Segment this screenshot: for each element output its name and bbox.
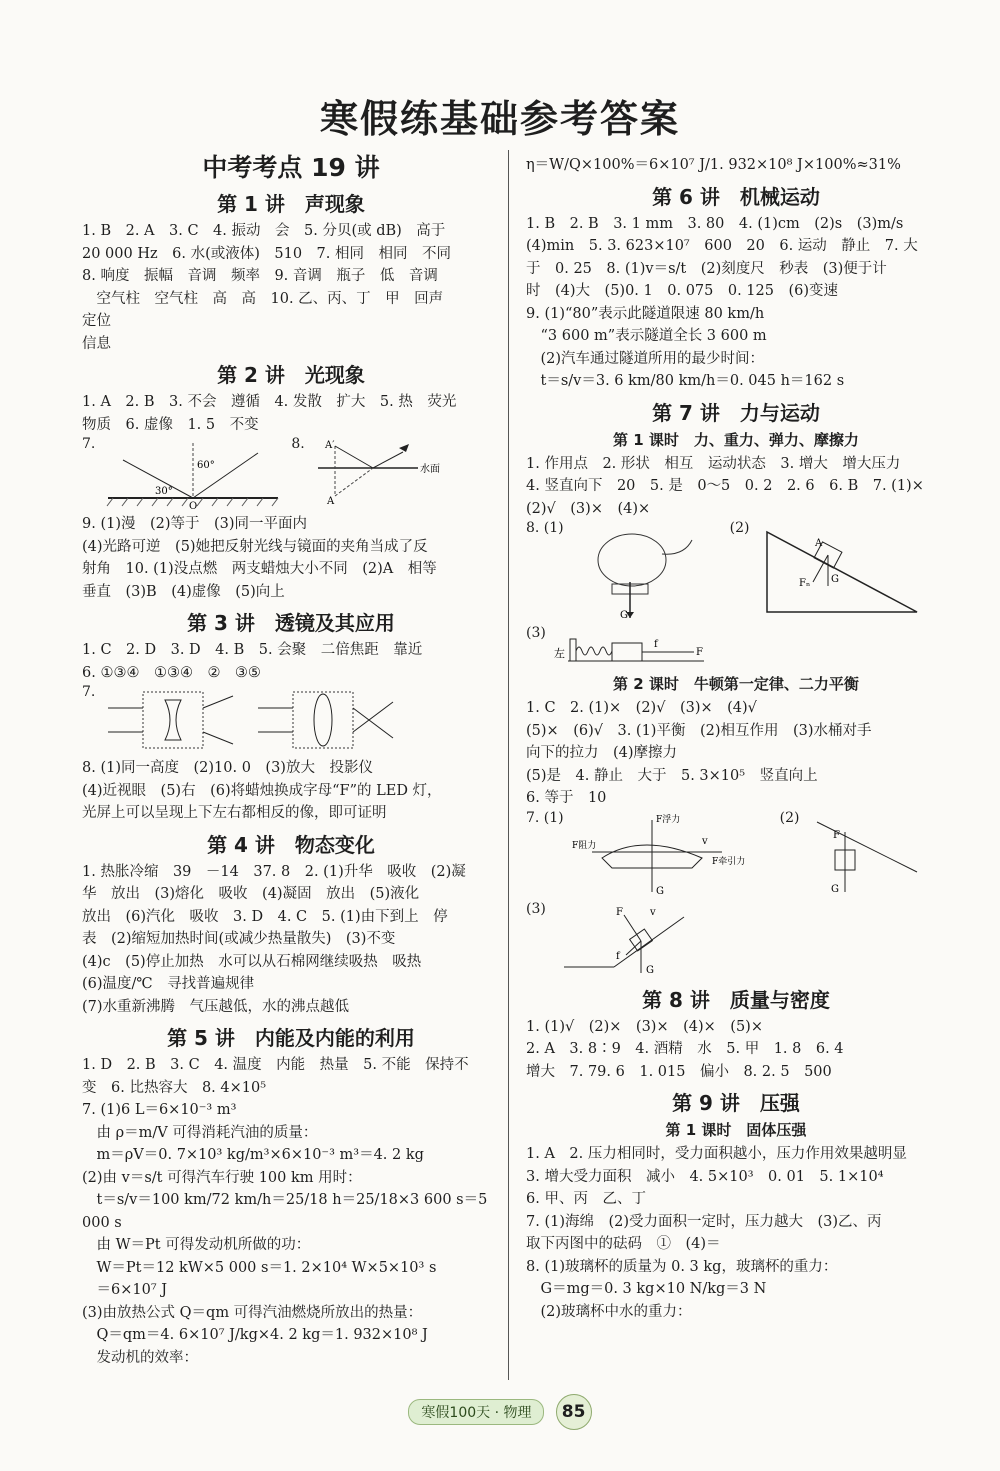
answer-line: G＝mg＝0. 3 kg×10 N/kg＝3 N xyxy=(526,1281,767,1297)
fig7-2-label: (2) xyxy=(779,809,800,826)
answer-line: t＝s/v＝3. 6 km/80 km/h＝0. 045 h＝162 s xyxy=(526,373,845,389)
lecture-7-title: 第 7 讲 力与运动 xyxy=(652,400,820,425)
answer-line: 1. 作用点 2. 形状 相互 运动状态 3. 增大 增大压力 xyxy=(526,455,901,472)
slope-force-diagram xyxy=(554,903,704,977)
answer-line: 向下的拉力 (4)摩擦力 xyxy=(526,745,678,761)
answer-line: 1. D 2. B 3. C 4. 温度 内能 热量 5. 不能 保持不 xyxy=(82,1057,469,1073)
lecture-9-title: 第 9 讲 压强 xyxy=(672,1091,800,1115)
answer-line: 放出 (6)汽化 吸收 3. D 4. C 5. (1)由下到上 停 xyxy=(82,908,448,925)
point-a-label: A xyxy=(815,538,823,549)
answer-line: 由 ρ＝m/V 可得消耗汽油的质量： xyxy=(82,1124,318,1141)
lens-figures xyxy=(82,684,500,757)
answer-line: 变 6. 比热容大 8. 4×10⁵ xyxy=(82,1079,267,1096)
answer-line: 7. (1)海绵 (2)受力面积一定时，压力越大 (3)乙、丙 xyxy=(526,1213,882,1230)
lecture-2-title: 第 2 讲 光现象 xyxy=(217,363,365,387)
force-g-label: G xyxy=(831,883,840,895)
answer-line: 发动机的效率： xyxy=(82,1349,198,1366)
answer-line: m＝ρV＝0. 7×10³ kg/m³×6×10⁻³ m³＝4. 2 kg xyxy=(82,1147,424,1163)
force-f-label: F xyxy=(615,906,623,918)
answer-line: 8. (1)玻璃杯的质量为 0. 3 kg，玻璃杯的重力： xyxy=(526,1258,838,1275)
left-column xyxy=(82,148,500,1369)
left-label: 左 xyxy=(553,647,565,660)
force-g-label: G xyxy=(655,885,664,897)
page-number: 85 xyxy=(556,1394,592,1430)
answer-line: 1. C 2. (1)× (2)√ (3)× (4)√ xyxy=(526,700,757,716)
fig8-2-label: (2) xyxy=(729,520,750,536)
right-column xyxy=(526,148,946,1323)
force-figures-row1 xyxy=(526,520,946,625)
answer-line: (4)c (5)停止加热 水可以从石棉网继续吸热 吸热 xyxy=(82,953,422,970)
water-surface-label: 水面 xyxy=(419,464,440,475)
answer-line: (4)min 5. 3. 623×10⁷ 600 20 6. 运动 静止 7. 大 xyxy=(526,238,918,254)
boat-force-diagram xyxy=(572,812,772,898)
fig7-label: 7. xyxy=(82,684,96,700)
force-g-label: G xyxy=(645,964,654,976)
refraction-diagram xyxy=(313,438,453,510)
answer-line: 时 (4)大 (5)0. 1 0. 075 0. 125 (6)变速 xyxy=(526,283,839,299)
answer-line: 空气柱 空气柱 高 高 10. 乙、丙、丁 甲 回声 xyxy=(82,290,444,307)
answer-line: (2)√ (3)× (4)× xyxy=(526,500,651,517)
answer-line: (2)汽车通过隧道所用的最少时间： xyxy=(526,350,765,367)
velocity-label: v xyxy=(701,835,708,847)
reflection-diagram xyxy=(103,438,283,510)
answer-line: 定位 xyxy=(82,313,111,329)
fig7-label: 7. xyxy=(82,436,96,452)
answer-line: 1. 热胀冷缩 39 －14 37. 8 2. (1)升华 吸收 (2)凝 xyxy=(82,863,466,880)
spring-force-diagram xyxy=(554,627,724,667)
answer-line: 由 W＝Pt 可得发动机所做的功： xyxy=(82,1237,311,1253)
answer-line: ＝6×10⁷ J xyxy=(82,1282,168,1298)
answer-line: 8. (1)同一高度 (2)10. 0 (3)放大 投影仪 xyxy=(82,760,373,776)
angle-30-label: 30° xyxy=(155,486,174,497)
answer-line: 物质 6. 虚像 1. 5 不变 xyxy=(82,416,259,433)
friction-f-label: f xyxy=(653,639,658,650)
elephant-force-diagram xyxy=(572,522,722,622)
answer-line: 1. A 2. 压力相同时，受力面积越小，压力作用效果越明显 xyxy=(526,1146,907,1162)
buoyancy-label: F浮力 xyxy=(655,814,680,825)
answer-line: 6. 等于 10 xyxy=(526,790,607,806)
force-figures-row4 xyxy=(526,901,946,980)
answer-line: 8. 响度 振幅 音调 频率 9. 音调 瓶子 低 音调 xyxy=(82,268,438,284)
answer-line: (7)水重新沸腾 气压越低，水的沸点越低 xyxy=(82,998,350,1015)
answer-line: 表 (2)缩短加热时间(或减少热量散失) (3)不变 xyxy=(82,931,396,947)
fig7-3-label: (3) xyxy=(526,900,546,917)
fig8-label: 8. xyxy=(291,436,305,452)
lecture-4-title: 第 4 讲 物态变化 xyxy=(207,832,375,857)
answer-line: (5)是 4. 静止 大于 5. 3×10⁵ 竖直向上 xyxy=(526,767,818,784)
lecture-6-title: 第 6 讲 机械运动 xyxy=(652,184,820,209)
force-fn-label: Fₙ xyxy=(799,578,811,589)
angle-60-label: 60° xyxy=(197,460,216,471)
lesson-1-subtitle: 第 1 课时 力、重力、弹力、摩擦力 xyxy=(613,430,859,449)
answer-line: W＝Pt＝12 kW×5 000 s＝1. 2×10⁴ W×5×10³ s xyxy=(82,1259,437,1276)
lecture-3-title: 第 3 讲 透镜及其应用 xyxy=(187,611,395,635)
answer-line: 4. 竖直向下 20 5. 是 0～5 0. 2 2. 6 6. B 7. (1)× xyxy=(526,478,924,494)
answer-line: 垂直 (3)B (4)虚像 (5)向上 xyxy=(82,583,285,600)
answer-line: 9. (1)“80”表示此隧道限速 80 km/h xyxy=(526,305,765,322)
drag-label: F阻力 xyxy=(571,840,596,851)
answer-line: (2)玻璃杯中水的重力： xyxy=(526,1303,692,1320)
answer-line: 6. 甲、丙 乙、丁 xyxy=(526,1191,646,1207)
answer-line: 1. B 2. A 3. C 4. 振动 会 5. 分贝(或 dB) 高于 xyxy=(82,223,446,239)
point-a-label: A xyxy=(326,496,334,507)
lens-diagram xyxy=(103,686,423,754)
point-a-prime-label: A′ xyxy=(324,440,335,451)
answer-line: 2. A 3. 8∶9 4. 酒精 水 5. 甲 1. 8 6. 4 xyxy=(526,1041,844,1057)
answer-line: 20 000 Hz 6. 水(或液体) 510 7. 相同 相同 不同 xyxy=(82,245,452,262)
answer-line: 1. C 2. D 3. D 4. B 5. 会聚 二倍焦距 靠近 xyxy=(82,642,423,658)
answer-line: (2)由 v＝s/t 可得汽车行驶 100 km 用时： xyxy=(82,1169,362,1186)
answer-line: (6)温度/℃ 寻找普遍规律 xyxy=(82,976,255,992)
fig7-1-label: 7. (1) xyxy=(526,809,564,826)
answer-line: 取下丙图中的砝码 ① (4)＝ xyxy=(526,1236,721,1252)
force-g-label: G xyxy=(831,574,840,585)
column-divider xyxy=(508,150,509,1380)
answer-line: 3. 增大受力面积 减小 4. 5×10³ 0. 01 5. 1×10⁴ xyxy=(526,1168,884,1185)
force-f-label: F xyxy=(695,647,703,658)
answer-line: Q＝qm＝4. 6×10⁷ J/kg×4. 2 kg＝1. 932×10⁸ J xyxy=(82,1327,428,1343)
fig8-1-label: 8. (1) xyxy=(526,520,564,536)
force-figures-row2 xyxy=(526,625,946,670)
answer-line: 信息 xyxy=(82,335,111,352)
answer-line: t＝s/v＝100 km/72 km/h＝25/18 h＝25/18×3 600 s＝5 000 s xyxy=(82,1192,492,1231)
book-badge: 寒假100天 · 物理 xyxy=(408,1399,544,1425)
answer-line: (3)由放热公式 Q＝qm 可得汽油燃烧所放出的热量： xyxy=(82,1304,423,1321)
force-f-label: F xyxy=(833,829,841,841)
section-heading: 中考考点 19 讲 xyxy=(202,153,380,182)
answer-line: (4)近视眼 (5)右 (6)将蜡烛换成字母“F”的 LED 灯， xyxy=(82,782,442,799)
answer-line: 华 放出 (3)熔化 吸收 (4)凝固 放出 (5)液化 xyxy=(82,886,420,902)
lesson-2-subtitle: 第 2 课时 牛顿第一定律、二力平衡 xyxy=(613,675,859,693)
optics-figures xyxy=(82,436,500,513)
lecture-1-answers xyxy=(82,220,500,355)
point-o-label: O xyxy=(189,501,198,510)
traction-label: F牵引力 xyxy=(711,856,745,867)
friction-f-label: f xyxy=(615,950,620,962)
page-footer xyxy=(0,1394,1000,1430)
answer-line: 射角 10. (1)没点燃 两支蜡烛大小不同 (2)A 相等 xyxy=(82,561,437,577)
answer-line: 9. (1)漫 (2)等于 (3)同一平面内 xyxy=(82,516,308,532)
velocity-label: v xyxy=(649,906,656,918)
elephant-icon xyxy=(598,534,666,586)
answer-line: 1. B 2. B 3. 1 mm 3. 80 4. (1)cm (2)s (3)m/s xyxy=(526,215,904,232)
lecture-1-title: 第 1 讲 声现象 xyxy=(217,192,365,216)
answer-line: 增大 7. 79. 6 1. 015 偏小 8. 2. 5 500 xyxy=(526,1063,832,1080)
lesson-1-subtitle: 第 1 课时 固体压强 xyxy=(665,1121,807,1139)
answer-line: 6. ①③④ ①③④ ② ③⑤ xyxy=(82,664,261,681)
answer-line: 1. A 2. B 3. 不会 遵循 4. 发散 扩大 5. 热 荧光 xyxy=(82,394,457,410)
efficiency-formula: η＝W/Q×100%＝6×10⁷ J/1. 932×10⁸ J×100%≈31% xyxy=(526,157,901,173)
concave-lens-icon xyxy=(165,700,181,740)
force-figures-row3 xyxy=(526,810,946,901)
answer-line: 于 0. 25 8. (1)v＝s/t (2)刻度尺 秒表 (3)便于计 xyxy=(526,260,887,277)
answer-line: (5)× (6)√ 3. (1)平衡 (2)相互作用 (3)水桶对手 xyxy=(526,722,872,739)
spring-icon xyxy=(576,647,612,655)
answer-line: “3 600 m”表示隧道全长 3 600 m xyxy=(526,328,767,344)
hanging-box-diagram xyxy=(807,812,927,898)
page-title: 寒假练基础参考答案 xyxy=(319,97,680,141)
lecture-5-title: 第 5 讲 内能及内能的利用 xyxy=(167,1026,415,1050)
answer-line: 光屏上可以呈现上下左右都相反的像，即可证明 xyxy=(82,805,387,821)
incline-force-diagram xyxy=(757,522,927,622)
answer-line: 7. (1)6 L＝6×10⁻³ m³ xyxy=(82,1102,237,1118)
answer-line: (4)光路可逆 (5)她把反射光线与镜面的夹角当成了反 xyxy=(82,538,428,555)
lecture-8-title: 第 8 讲 质量与密度 xyxy=(642,987,830,1012)
fig8-3-label: (3) xyxy=(526,625,546,641)
answer-line: 1. (1)√ (2)× (3)× (4)× (5)× xyxy=(526,1018,763,1035)
convex-lens-icon xyxy=(314,694,332,746)
eye-icon xyxy=(399,444,409,452)
force-g-label: G xyxy=(619,610,628,621)
